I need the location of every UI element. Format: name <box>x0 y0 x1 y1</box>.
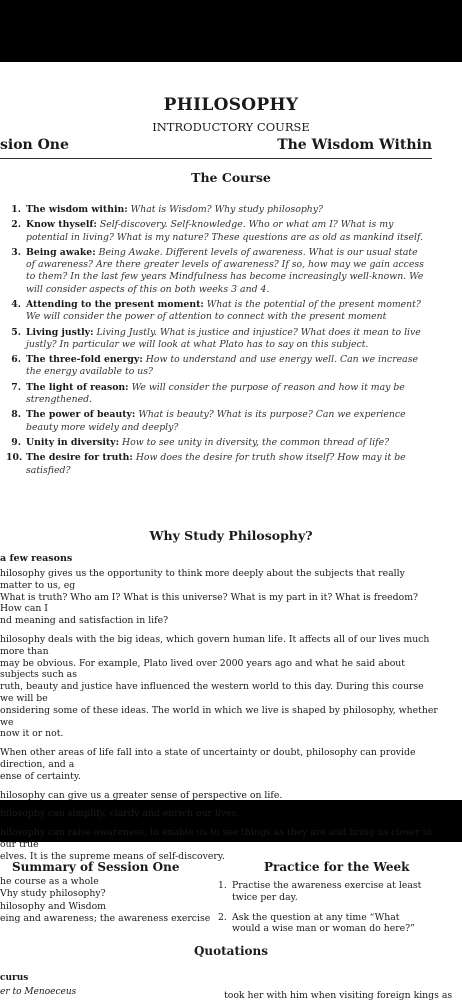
summary-heading: Summary of Session One <box>12 860 180 874</box>
practice-heading: Practice for the Week <box>264 860 410 874</box>
why-subheading: a few reasons <box>0 553 73 564</box>
course-item-description: How to understand and use energy well. Can we increase the energy available to us? <box>26 354 418 378</box>
why-paragraph: hilosophy can give us a greater sense of perspective on life. <box>0 789 283 801</box>
why-heading: Why Study Philosophy? <box>149 528 313 543</box>
quotation-author: curus <box>0 973 29 983</box>
course-item-number: 9. <box>11 436 21 448</box>
session-label: sion One <box>0 137 69 153</box>
why-paragraph: hilosophy gives us the opportunity to think more deeply about the subjects that really matter to us, eg What is truth? Who am I? What is this universe? What is my part in it? What is freedom? How can I nd meaning and satisfaction in life? <box>0 568 418 627</box>
course-item-number: 3. <box>11 246 21 258</box>
practice-item-number: 1. <box>218 880 227 891</box>
course-item-title: Being awake: <box>26 246 96 258</box>
why-paragraph: hilosophy can simplify, clarify and enrich our lives, <box>0 808 240 820</box>
practice-item-number: 2. <box>218 911 227 923</box>
course-item-title: The power of beauty: <box>26 409 136 421</box>
why-paragraph: hilosophy can raise awareness, to enable us to see things as they are and bring us closer to our true elves. It is the supreme means of self-discovery. <box>0 827 432 862</box>
practice-item <box>218 880 428 904</box>
course-item-title: The desire for truth: <box>26 452 133 464</box>
course-item-number: 1. <box>11 204 21 215</box>
practice-item-text: Ask the question at any time “What would a wise man or woman do here?” <box>232 911 415 935</box>
course-heading: The Course <box>191 170 271 185</box>
course-item-description: We will consider the purpose of reason and how it may be strengthened. <box>26 381 405 405</box>
course-item-title: Unity in diversity: <box>26 436 120 448</box>
course-item <box>6 204 426 216</box>
course-item <box>6 354 426 378</box>
summary-item: hilosophy and Wisdom <box>0 900 106 912</box>
course-item-title: Attending to the present moment: <box>26 298 204 310</box>
course-item-description: What is Wisdom? Why study philosophy? <box>130 204 324 215</box>
why-paragraph: hilosophy deals with the big ideas, which govern human life. It affects all of our lives much more than may be obvious. For example, Plato lived over 2000 years ago and what he said about subjects such as ruth, beauty and justice have influenced the western world to this day. During this course we will be onsidering some of these ideas. The world in which we live is shaped by philosophy, whether we now it or not. <box>0 633 438 740</box>
course-item-description: How to see unity in diversity, the common thread of life? <box>121 436 390 448</box>
course-item <box>6 219 426 243</box>
course-item-description: Being Awake. Different levels of awareness. What is our usual state of awareness? Are there greater levels of awareness? If so, how may we gain access to them? In the last few years Mindfulness has become increasingly well-known. We will consider aspects of this on both weeks 3 and 4. <box>26 246 424 295</box>
why-paragraph: When other areas of life fall into a state of uncertainty or doubt, philosophy can provide direction, and a ense of certainty. <box>0 747 416 782</box>
page-title: PHILOSOPHY <box>163 95 299 115</box>
course-item-description: Self-discovery. Self-knowledge. Who or what am I? What is my potential in living? What is my nature? These questions are as old as mankind itself. <box>26 219 424 243</box>
practice-item-text: Practise the awareness exercise at least twice per day. <box>232 880 422 903</box>
course-item-number: 7. <box>11 381 21 393</box>
course-item <box>6 247 426 296</box>
top-dark-band <box>0 0 462 62</box>
course-item <box>6 452 426 476</box>
practice-item <box>218 912 428 936</box>
summary-item: eing and awareness; the awareness exercise <box>0 912 211 924</box>
quotation-snippet: took her with him when visiting foreign kings as <box>224 990 453 1001</box>
course-item-description: How does the desire for truth show itself? How may it be satisfied? <box>26 452 406 476</box>
course-list <box>6 204 426 480</box>
quotation-source: er to Menoeceus <box>0 987 77 997</box>
summary-list <box>0 876 210 925</box>
course-item-number: 5. <box>11 326 21 338</box>
summary-item: Vhy study philosophy? <box>0 888 106 900</box>
course-item-description: What is the potential of the present moment? We will consider the power of attention to connect with the present moment <box>26 298 421 323</box>
course-item-number: 4. <box>11 298 21 310</box>
course-item-description: What is beauty? What is its purpose? Can we experience beauty more widely and deeply? <box>26 409 406 433</box>
course-item-number: 8. <box>11 409 21 421</box>
course-item <box>6 382 426 406</box>
course-item <box>6 327 426 351</box>
summary-item: he course as a whole <box>0 876 99 887</box>
course-item-title: The light of reason: <box>26 381 129 393</box>
course-item-title: The three-fold energy: <box>26 354 143 366</box>
course-item-title: Know thyself: <box>26 219 97 231</box>
quotations-heading: Quotations <box>193 944 269 958</box>
course-item-number: 10. <box>6 452 23 464</box>
course-item-title: The wisdom within: <box>26 204 128 215</box>
session-theme: The Wisdom Within <box>277 137 432 153</box>
practice-list <box>218 880 428 943</box>
course-item-number: 6. <box>11 354 21 366</box>
course-item-number: 2. <box>11 219 21 231</box>
course-item <box>6 299 426 323</box>
course-item-title: Living justly: <box>26 326 94 338</box>
header-divider <box>0 158 432 159</box>
why-paragraphs <box>0 568 438 870</box>
course-item <box>6 437 426 449</box>
course-item-description: Living Justly. What is justice and injustice? What does it mean to live justly? In particular we will look at what Plato has to say on this subject. <box>26 326 421 350</box>
page-subtitle: INTRODUCTORY COURSE <box>152 120 310 134</box>
course-item <box>6 409 426 433</box>
